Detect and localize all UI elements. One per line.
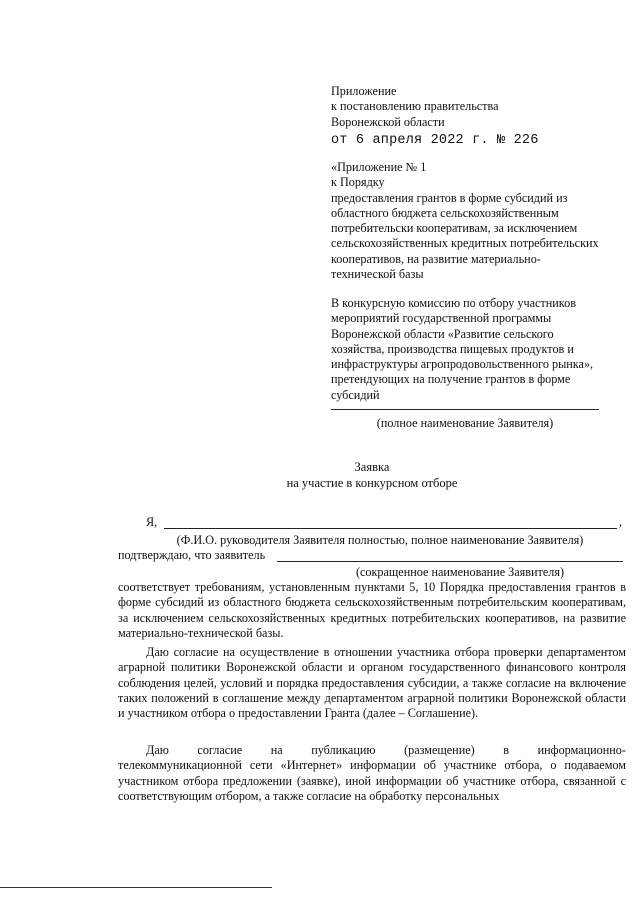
appendix-line: сельскохозяйственных кредитных потребительских bbox=[331, 236, 599, 251]
short-name-line bbox=[277, 561, 623, 562]
document-title bbox=[118, 459, 626, 491]
addressee-line: Воронежской области «Развитие сельского bbox=[331, 326, 554, 341]
addressee-line: мероприятий государственной программы bbox=[331, 311, 552, 326]
title-line: на участие в конкурсном отборе bbox=[286, 476, 458, 490]
appendix-line: технической базы bbox=[331, 267, 424, 282]
applicant-caption: (полное наименование Заявителя) bbox=[376, 416, 554, 430]
publication-continuation: телекоммуникационной сети «Интернет» информации об участнике отбора, о подаваемом участником отбора предложении (заявке), иной информации об участнике отбора, связанной с соответствующим отбором, а также согласие на обработку персональных bbox=[118, 758, 626, 803]
appendix-line: «Приложение № 1 bbox=[331, 160, 427, 174]
appendix-line: кооперативов, на развитие материально- bbox=[331, 251, 541, 266]
word: в bbox=[503, 743, 510, 757]
addressee-line: хозяйства, производства пищевых продуктов и bbox=[331, 341, 574, 356]
resolution-date: от 6 апреля 2022 г. № 226 bbox=[331, 133, 539, 148]
word: согласие bbox=[197, 743, 243, 757]
word: на bbox=[270, 743, 283, 757]
word: информационно- bbox=[537, 743, 626, 757]
header-line: Приложение bbox=[331, 84, 397, 98]
appendix-line: предоставления грантов в форме субсидий из bbox=[331, 190, 568, 205]
applicant-name-line bbox=[331, 409, 599, 410]
word: (размещение) bbox=[404, 743, 475, 757]
addressee-line: субсидий bbox=[331, 387, 380, 402]
addressee-line: инфраструктуры агропродовольственного рынка», bbox=[331, 357, 594, 372]
title-line: Заявка bbox=[354, 460, 390, 474]
header-line: к постановлению правительства bbox=[331, 99, 499, 114]
word: Даю bbox=[146, 743, 169, 757]
publication-first-line bbox=[118, 743, 626, 758]
procedure-appendix bbox=[331, 160, 636, 282]
fio-line bbox=[164, 528, 617, 529]
footnote-separator bbox=[0, 887, 272, 888]
confirm-label: подтверждаю, что заявитель bbox=[118, 548, 266, 562]
addressee-line: претендующих на получение грантов в форме bbox=[331, 372, 571, 387]
short-name-caption: (сокращенное наименование Заявителя) bbox=[355, 565, 565, 579]
fio-caption: (Ф.И.О. руководителя Заявителя полностью, полное наименование Заявителя) bbox=[176, 533, 584, 547]
paragraph-consent-publication bbox=[118, 743, 626, 804]
appendix-header bbox=[331, 84, 631, 130]
paragraph-consent-inspection: Даю согласие на осуществление в отношении участника отбора проверки департаментом аграрной политики Воронежской области и органом государственного финансового контроля соблюдения целей, условий и порядка предоставления субсидии, а также согласие на включение таких положений в соглашение между департаментом аграрной политики Воронежской области и участником отбора о предоставлении Гранта (далее – Соглашение). bbox=[118, 645, 626, 721]
appendix-line: областного бюджета сельскохозяйственным bbox=[331, 205, 559, 220]
appendix-line: к Порядку bbox=[331, 175, 385, 190]
i-label: Я, bbox=[146, 515, 158, 529]
appendix-line: потребительски кооперативам, за исключением bbox=[331, 221, 578, 236]
addressee-block bbox=[331, 296, 636, 403]
word: публикацию bbox=[311, 743, 376, 757]
addressee-line: В конкурсную комиссию по отбору участников bbox=[331, 296, 576, 310]
paragraph-compliance: соответствует требованиям, установленным пунктами 5, 10 Порядка предоставления грантов в форме субсидий из областного бюджета сельскохозяйственным потребительским кооперативам, за исключением сельскохозяйственных кредитных потребительских кооперативов, на развитие материально-технической базы. bbox=[118, 580, 626, 640]
header-line: Воронежской области bbox=[331, 114, 445, 129]
comma-mark: , bbox=[619, 515, 623, 529]
